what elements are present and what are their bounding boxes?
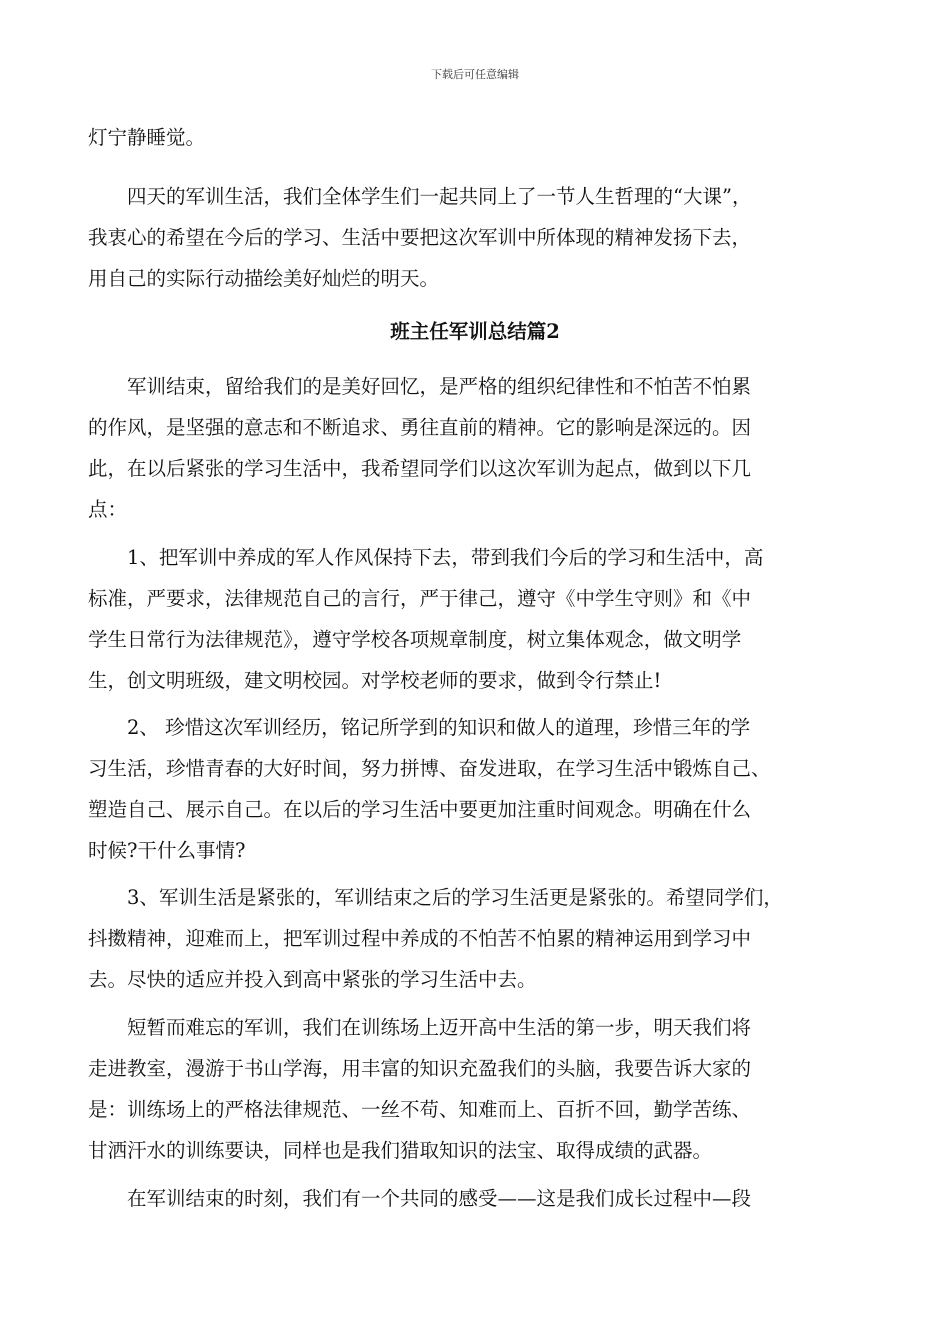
text-line: 3、军训生活是紧张的，军训结束之后的学习生活更是紧张的。希望同学们， bbox=[88, 886, 783, 909]
paragraph-2 bbox=[88, 366, 878, 530]
text-line: 军训结束，留给我们的是美好回忆，是严格的组织纪律性和不怕苦不怕累 bbox=[88, 375, 752, 398]
paragraph-1 bbox=[88, 176, 878, 299]
text-line: 的作风，是坚强的意志和不断追求、勇往直前的精神。它的影响是深远的。因 bbox=[88, 416, 752, 439]
text-line: 去。尽快的适应并投入到高中紧张的学习生活中去。 bbox=[88, 968, 537, 991]
text-line: 生，创文明班级，建文明校园。对学校老师的要求，做到令行禁止! bbox=[88, 669, 662, 692]
text-line: 时候?干什么事情? bbox=[88, 839, 246, 862]
text-line: 1、把军训中养成的军人作风保持下去，带到我们今后的学习和生活中，高 bbox=[88, 546, 764, 569]
page-header: 下载后可任意编辑 bbox=[431, 68, 519, 81]
text-line: 用自己的实际行动描绘美好灿烂的明天。 bbox=[88, 267, 440, 290]
text-line: 甘洒汗水的训练要诀，同样也是我们猎取知识的法宝、取得成绩的武器。 bbox=[88, 1139, 713, 1162]
paragraph-5 bbox=[88, 877, 878, 1000]
text-line: 在军训结束的时刻，我们有一个共同的感受——这是我们成长过程中—段 bbox=[88, 1187, 752, 1210]
text-line: 习生活，珍惜青春的大好时间，努力拼博、奋发进取，在学习生活中锻炼自己、 bbox=[88, 757, 771, 780]
section-title: 班主任军训总结篇2 bbox=[390, 320, 560, 343]
text-line: 塑造自己、展示自己。在以后的学习生活中要更加注重时间观念。明确在什么 bbox=[88, 798, 752, 821]
text-line: 标准，严要求，法律规范自己的言行，严于律己，遵守《中学生守则》和《中 bbox=[88, 587, 752, 610]
text-line: 学生日常行为法律规范》，遵守学校各项规章制度，树立集体观念，做文明学 bbox=[88, 628, 742, 651]
paragraph-continuation bbox=[88, 117, 878, 158]
text-line: 我衷心的希望在今后的学习、生活中要把这次军训中所体现的精神发扬下去， bbox=[88, 226, 752, 249]
paragraph-3 bbox=[88, 537, 878, 701]
paragraph-6 bbox=[88, 1007, 878, 1171]
text-line: 2、 珍惜这次军训经历，铭记所学到的知识和做人的道理，珍惜三年的学 bbox=[88, 716, 751, 739]
paragraph-7 bbox=[88, 1178, 878, 1219]
paragraph-4 bbox=[88, 707, 878, 871]
text-line: 是：训练场上的严格法律规范、一丝不苟、知难而上、百折不回，勤学苦练、 bbox=[88, 1098, 752, 1121]
text-line: 短暂而难忘的军训，我们在训练场上迈开高中生活的第一步，明天我们将 bbox=[88, 1016, 752, 1039]
text-line: 灯宁静睡觉。 bbox=[88, 126, 206, 149]
text-line: 此，在以后紧张的学习生活中，我希望同学们以这次军训为起点，做到以下几 bbox=[88, 457, 752, 480]
text-line: 四天的军训生活，我们全体学生们一起共同上了一节人生哲理的“大课”， bbox=[88, 185, 752, 208]
text-line: 走进教室，漫游于书山学海，用丰富的知识充盈我们的头脑，我要告诉大家的 bbox=[88, 1057, 752, 1080]
text-line: 点： bbox=[88, 498, 128, 521]
text-line: 抖擞精神，迎难而上，把军训过程中养成的不怕苦不怕累的精神运用到学习中 bbox=[88, 927, 752, 950]
